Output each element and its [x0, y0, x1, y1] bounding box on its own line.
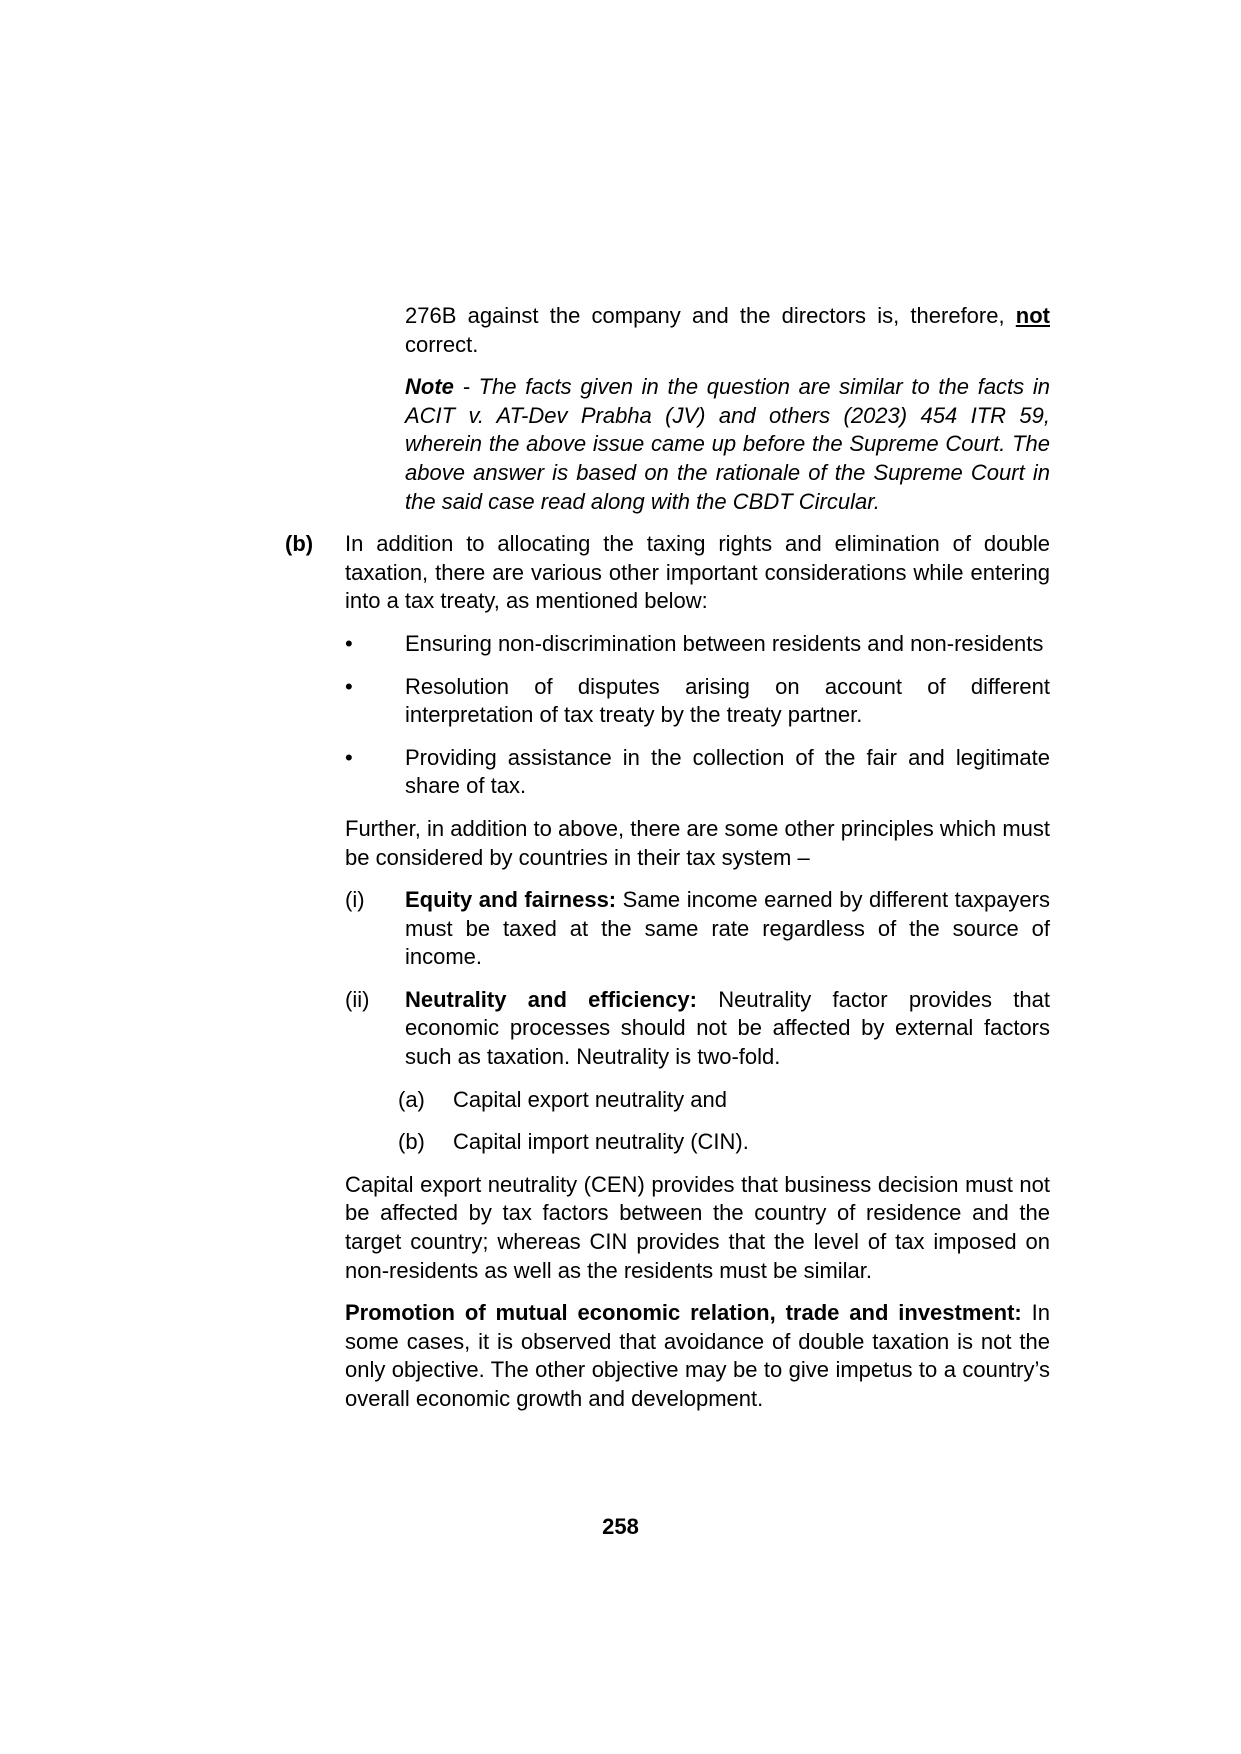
principle-text: Same income earned by different taxpayers must be taxed at the same rate regardless of the source of income. [405, 887, 1050, 970]
bullet-icon: • [345, 673, 353, 699]
page-content [285, 302, 1050, 1428]
bullet-list-item [345, 744, 1050, 801]
list-item-b-text: In addition to allocating the taxing rights and elimination of double taxation, there are various other important considerations while entering into a tax treaty, as mentioned below: [345, 531, 1050, 614]
note-text: - The facts given in the question are similar to the facts in ACIT v. AT-Dev Prabha (JV) and others (2023) 454 ITR 59, wherein the above issue came up before the Supreme Court. The above answer is based on the rationale of the Supreme Court in the said case read along with the CBDT Circular. [405, 374, 1050, 514]
promotion-text: In some cases, it is observed that avoidance of double taxation is not the only objective. The other objective may be to give impetus to a country’s overall economic growth and development. [345, 1300, 1050, 1411]
bullet-list-item [345, 673, 1050, 730]
principle-lead: Neutrality and efficiency: [405, 986, 697, 1012]
sub-item-b [398, 1128, 1050, 1157]
sub-item-a-marker: (a) [398, 1086, 425, 1112]
principle-body-i [405, 886, 1050, 972]
principle-item-ii [345, 986, 1050, 1072]
principle-item-i [345, 886, 1050, 972]
principle-marker-i: (i) [345, 887, 365, 913]
list-item-b [285, 530, 1050, 616]
principle-marker-ii: (ii) [345, 986, 370, 1012]
page-number: 258 [602, 1514, 639, 1539]
bullet-list-item [345, 630, 1050, 659]
principle-body-ii [405, 986, 1050, 1072]
answer-emphasis-not: not [1015, 303, 1050, 328]
note-paragraph [405, 373, 1050, 516]
further-paragraph: Further, in addition to above, there are some other principles which must be considered by countries in their tax system – [345, 815, 1050, 870]
note-label: Note [405, 374, 454, 400]
sub-item-b-marker: (b) [398, 1129, 425, 1155]
bullet-icon: • [345, 744, 353, 770]
answer-text-pre: 276B against the company and the directors is, therefore, [405, 303, 1016, 328]
sub-item-a-text: Capital export neutrality and [453, 1086, 727, 1112]
principle-lead: Equity and fairness: [405, 887, 617, 913]
sub-item-b-text: Capital import neutrality (CIN). [453, 1129, 749, 1155]
promotion-paragraph [345, 1299, 1050, 1413]
bullet-text: Providing assistance in the collection of the fair and legitimate share of tax. [405, 744, 1050, 799]
bullet-text: Resolution of disputes arising on account of different interpretation of tax treaty by the treaty partner. [405, 673, 1050, 728]
answer-text-post: correct. [405, 331, 479, 357]
principle-text: Neutrality factor provides that economic processes should not be affected by external factors such as taxation. Neutrality is two-fold. [405, 986, 1050, 1070]
answer-continuation-paragraph [405, 302, 1050, 359]
list-item-b-marker: (b) [285, 531, 314, 557]
bullet-text: Ensuring non-discrimination between residents and non-residents [405, 630, 1044, 656]
sub-item-a [398, 1086, 1050, 1115]
promotion-heading: Promotion of mutual economic relation, trade and investment: [345, 1300, 1022, 1326]
cen-paragraph: Capital export neutrality (CEN) provides that business decision must not be affected by tax factors between the country of residence and the target country; whereas CIN provides that the level of tax imposed on non-residents as well as the residents must be similar. [345, 1171, 1050, 1283]
bullet-icon: • [345, 630, 353, 656]
